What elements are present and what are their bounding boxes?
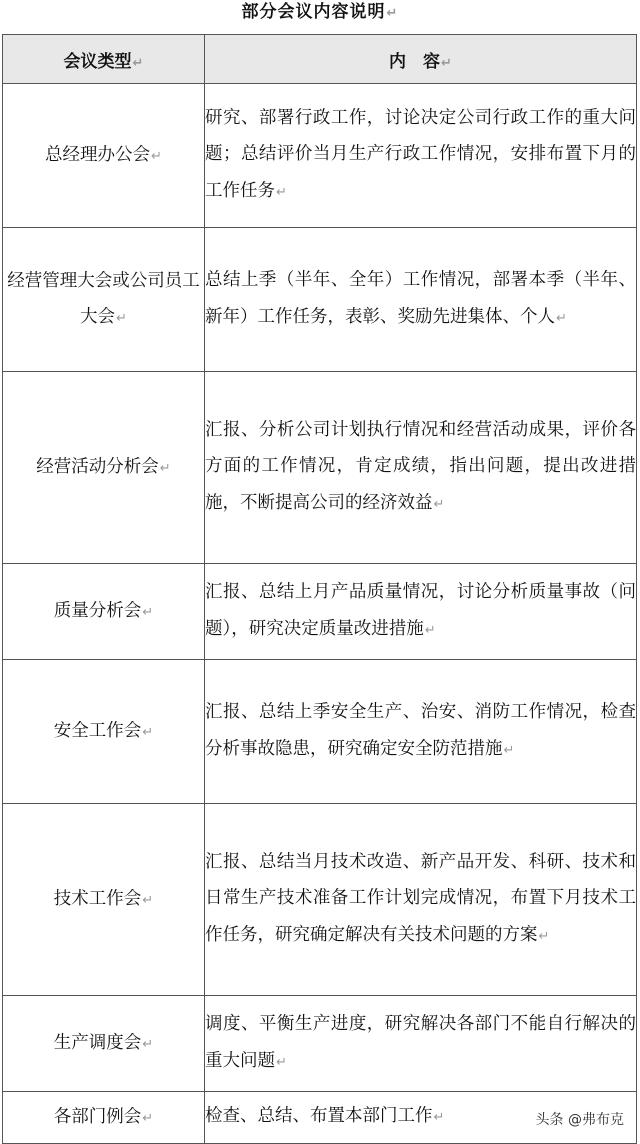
paragraph-mark-icon: ↵: [142, 724, 154, 740]
paragraph-mark-icon: ↵: [116, 310, 127, 326]
header-meeting-type: 会议类型↵: [3, 35, 205, 84]
paragraph-mark-icon: ↵: [142, 604, 154, 620]
meeting-type-cell: 生产调度会↵: [3, 996, 205, 1092]
title-text: 部分会议内容说明: [241, 2, 386, 22]
meeting-type-cell: 经营活动分析会↵: [3, 372, 205, 564]
table-row: [3, 996, 637, 1092]
paragraph-mark-icon: ↵: [132, 55, 144, 71]
paragraph-mark-icon: ↵: [386, 6, 399, 21]
paragraph-mark-icon: ↵: [433, 496, 445, 512]
meeting-content-cell: 汇报、总结当月技术改造、新产品开发、科研、技术和日常生产技术准备工作计划完成情况，布置下月技术工作任务，研究确定解决有关技术问题的方案↵: [205, 804, 637, 996]
paragraph-mark-icon: ↵: [159, 460, 171, 476]
paragraph-mark-icon: ↵: [151, 148, 162, 164]
meeting-type-cell: 质量分析会↵: [3, 564, 205, 660]
meeting-table: [2, 34, 637, 1144]
meeting-type-cell: 经营管理大会或公司员工大会↵: [3, 228, 205, 372]
paragraph-mark-icon: ↵: [538, 928, 550, 944]
table-row: [3, 564, 637, 660]
meeting-content-cell: 汇报、分析公司计划执行情况和经营活动成果，评价各方面的工作情况，肯定成绩，指出问题，提出改进措施，不断提高公司的经济效益↵: [205, 372, 637, 564]
meeting-type-cell: 总经理办公会↵: [3, 84, 205, 228]
table-row: [3, 84, 637, 228]
meeting-type-cell: 安全工作会↵: [3, 660, 205, 804]
paragraph-mark-icon: ↵: [424, 622, 436, 638]
table-row: [3, 660, 637, 804]
paragraph-mark-icon: ↵: [433, 1110, 445, 1126]
paragraph-mark-icon: ↵: [276, 184, 287, 200]
meeting-content-cell: 研究、部署行政工作，讨论决定公司行政工作的重大问题；总结评价当月生产行政工作情况，安排布置下月的工作任务↵: [205, 84, 637, 228]
meeting-content-cell: 汇报、总结上季安全生产、治安、消防工作情况，检查分析事故隐患，研究确定安全防范措施↵: [205, 660, 637, 804]
paragraph-mark-icon: ↵: [142, 1036, 154, 1052]
paragraph-mark-icon: ↵: [142, 892, 154, 908]
header-content: 内 容↵: [205, 35, 637, 84]
document-title: [0, 0, 640, 28]
meeting-content-cell: 调度、平衡生产进度，研究解决各部门不能自行解决的重大问题↵: [205, 996, 637, 1092]
meeting-content-cell: 检查、总结、布置本部门工作↵: [205, 1092, 637, 1144]
table-header-row: [3, 35, 637, 84]
table-row: [3, 372, 637, 564]
watermark: 头条 @弗布克: [534, 1109, 626, 1129]
paragraph-mark-icon: ↵: [441, 55, 452, 71]
meeting-type-cell: 各部门例会↵: [3, 1092, 205, 1144]
meeting-content-cell: 汇报、总结上月产品质量情况，讨论分析质量事故（问题），研究决定质量改进措施↵: [205, 564, 637, 660]
paragraph-mark-icon: ↵: [556, 310, 567, 326]
table-row: [3, 804, 637, 996]
meeting-type-cell: 技术工作会↵: [3, 804, 205, 996]
meeting-content-cell: 总结上季（半年、全年）工作情况，部署本季（半年、新年）工作任务，表彰、奖励先进集体、个人↵: [205, 228, 637, 372]
paragraph-mark-icon: ↵: [142, 1110, 154, 1126]
paragraph-mark-icon: ↵: [503, 742, 515, 758]
paragraph-mark-icon: ↵: [276, 1054, 287, 1070]
table-row: [3, 228, 637, 372]
